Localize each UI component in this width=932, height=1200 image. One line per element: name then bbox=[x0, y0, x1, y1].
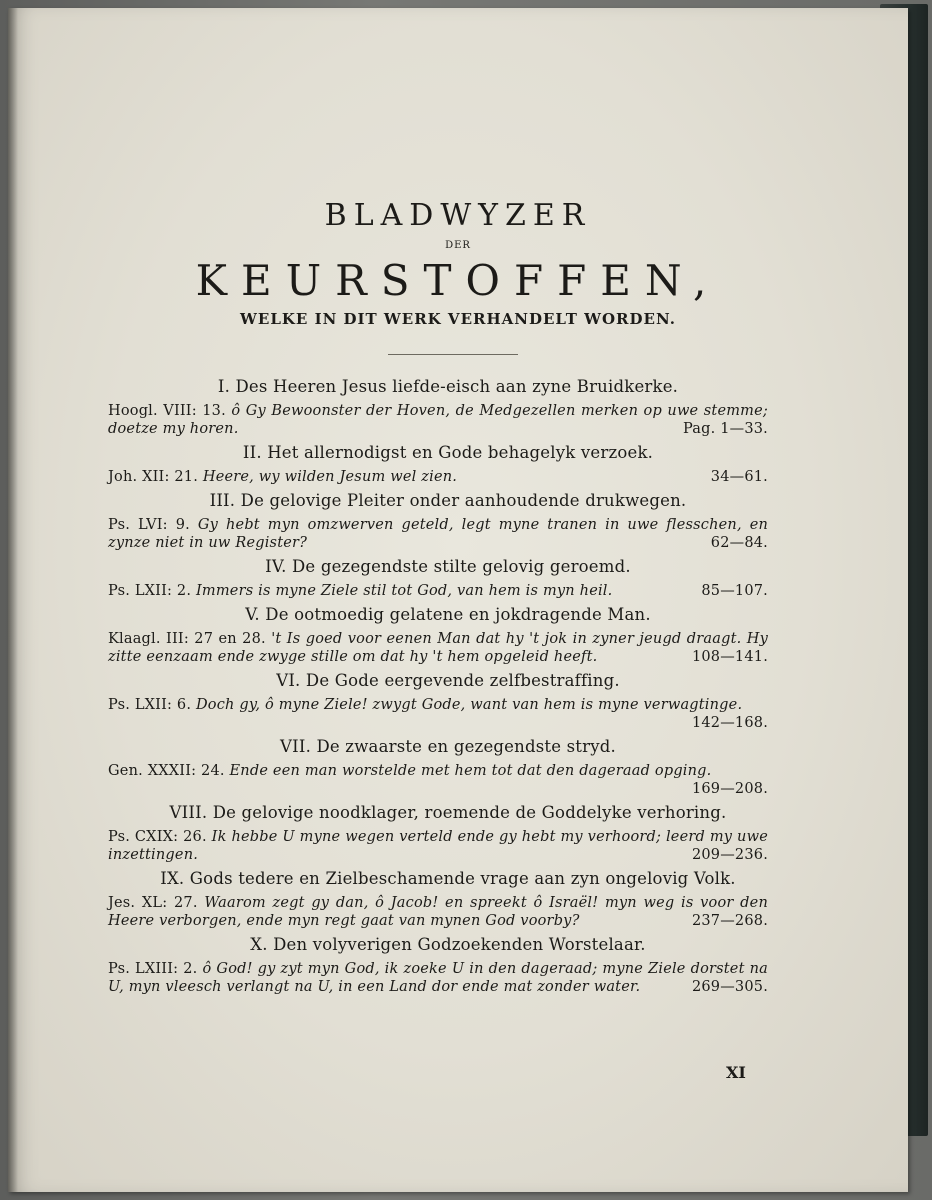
entry-heading: V. De ootmoedig gelatene en jokdragende Man. bbox=[245, 605, 651, 624]
book-page bbox=[8, 8, 908, 1192]
entry-reference bbox=[108, 894, 768, 930]
entry-heading: X. Den volyverigen Godzoekenden Worstelaar. bbox=[250, 935, 646, 954]
entry-pages: 269—305. bbox=[691, 979, 768, 995]
entry-citation: Ps. LXII: 6. bbox=[108, 697, 192, 713]
toc-entry bbox=[108, 376, 768, 438]
signature-mark: XI bbox=[726, 1063, 746, 1082]
entry-quote: Waarom zegt gy dan, ô Jacob! en spreekt ô Israël! myn weg is voor den Heere verborgen, ende myn regt gaat van mynen God voorby? bbox=[108, 895, 768, 929]
entry-quote: Immers is myne Ziele stil tot God, van hem is myn heil. bbox=[195, 583, 613, 599]
entry-reference bbox=[108, 762, 768, 798]
table-of-contents bbox=[108, 376, 768, 1000]
entry-heading: I. Des Heeren Jesus liefde-eisch aan zyne Bruidkerke. bbox=[217, 377, 679, 396]
entry-heading: VII. De zwaarste en gezegendste stryd. bbox=[280, 737, 616, 756]
toc-entry bbox=[108, 670, 768, 732]
toc-entry bbox=[108, 490, 768, 552]
entry-citation: Jes. XL: 27. bbox=[108, 895, 198, 911]
entry-citation: Joh. XII: 21. bbox=[108, 469, 199, 485]
entry-reference bbox=[108, 828, 768, 864]
entry-pages: 209—236. bbox=[691, 847, 768, 863]
toc-entry bbox=[108, 934, 768, 996]
entry-quote: Ende een man worstelde met hem tot dat den dageraad opging. bbox=[229, 763, 712, 779]
entry-reference bbox=[108, 402, 768, 438]
entry-reference bbox=[108, 516, 768, 552]
entry-citation: Gen. XXXII: 24. bbox=[108, 763, 225, 779]
entry-quote: Doch gy, ô myne Ziele! zwygt Gode, want van hem is myne verwagtinge. bbox=[195, 697, 743, 713]
entry-heading: III. De gelovige Pleiter onder aanhoudende drukwegen. bbox=[209, 491, 687, 510]
title-bladwyzer: BLADWYZER bbox=[324, 198, 592, 233]
entry-citation: Ps. LXIII: 2. bbox=[108, 961, 198, 977]
entry-reference bbox=[108, 630, 768, 666]
toc-entry bbox=[108, 604, 768, 666]
toc-entry bbox=[108, 868, 768, 930]
entry-citation: Ps. CXIX: 26. bbox=[108, 829, 207, 845]
entry-quote: 't Is goed voor eenen Man dat hy 't jok in zyner jeugd draagt. Hy zitte eenzaam ende zwyge stille om dat hy 't hem opgeleid heeft. bbox=[108, 631, 769, 665]
toc-entry bbox=[108, 736, 768, 798]
entry-quote: ô Gy Bewoonster der Hoven, de Medgezellen merken op uwe stemme; doetze my horen. bbox=[108, 403, 768, 437]
spine-shadow bbox=[8, 8, 18, 1192]
title-der: DER bbox=[445, 240, 471, 251]
title-subtitle: WELKE IN DIT WERK VERHANDELT WORDEN. bbox=[240, 310, 676, 328]
toc-entry bbox=[108, 442, 768, 486]
entry-pages: Pag. 1—33. bbox=[682, 421, 768, 437]
entry-pages: 169—208. bbox=[691, 781, 768, 797]
entry-heading: VIII. De gelovige noodklager, roemende de Goddelyke verhoring. bbox=[169, 803, 727, 822]
entry-heading: II. Het allernodigst en Gode behagelyk verzoek. bbox=[242, 443, 654, 462]
entry-pages: 237—268. bbox=[691, 913, 768, 929]
entry-citation: Ps. LXII: 2. bbox=[108, 583, 192, 599]
entry-citation: Hoogl. VIII: 13. bbox=[108, 403, 226, 419]
entry-reference bbox=[108, 696, 768, 732]
title-divider bbox=[388, 354, 518, 355]
entry-pages: 142—168. bbox=[691, 715, 768, 731]
entry-reference bbox=[108, 468, 768, 486]
toc-entry bbox=[108, 556, 768, 600]
entry-quote: ô God! gy zyt myn God, ik zoeke U in den dageraad; myne Ziele dorstet na U, myn vleesch verlangt na U, in een Land dor ende mat zonder water. bbox=[108, 961, 768, 995]
entry-quote: Ik hebbe U myne wegen verteld ende gy hebt my verhoord; leerd my uwe inzettingen. bbox=[108, 829, 768, 863]
entry-heading: VI. De Gode eergevende zelfbestraffing. bbox=[276, 671, 620, 690]
entry-heading: IX. Gods tedere en Zielbeschamende vrage aan zyn ongelovig Volk. bbox=[160, 869, 736, 888]
entry-quote: Heere, wy wilden Jesum wel zien. bbox=[202, 469, 458, 485]
entry-citation: Ps. LVI: 9. bbox=[108, 517, 190, 533]
title-keurstoffen: KEURSTOFFEN, bbox=[195, 256, 721, 305]
entry-heading: IV. De gezegendste stilte gelovig geroemd. bbox=[265, 557, 631, 576]
entry-pages: 108—141. bbox=[691, 649, 768, 665]
entry-pages: 62—84. bbox=[710, 535, 768, 551]
toc-entry bbox=[108, 802, 768, 864]
entry-pages: 34—61. bbox=[710, 469, 768, 485]
entry-pages: 85—107. bbox=[701, 583, 768, 599]
entry-quote: Gy hebt myn omzwerven geteld, legt myne tranen in uwe flesschen, en zynze niet in uw Register? bbox=[108, 517, 769, 551]
entry-reference bbox=[108, 960, 768, 996]
entry-citation: Klaagl. III: 27 en 28. bbox=[108, 631, 266, 647]
entry-reference bbox=[108, 582, 768, 600]
